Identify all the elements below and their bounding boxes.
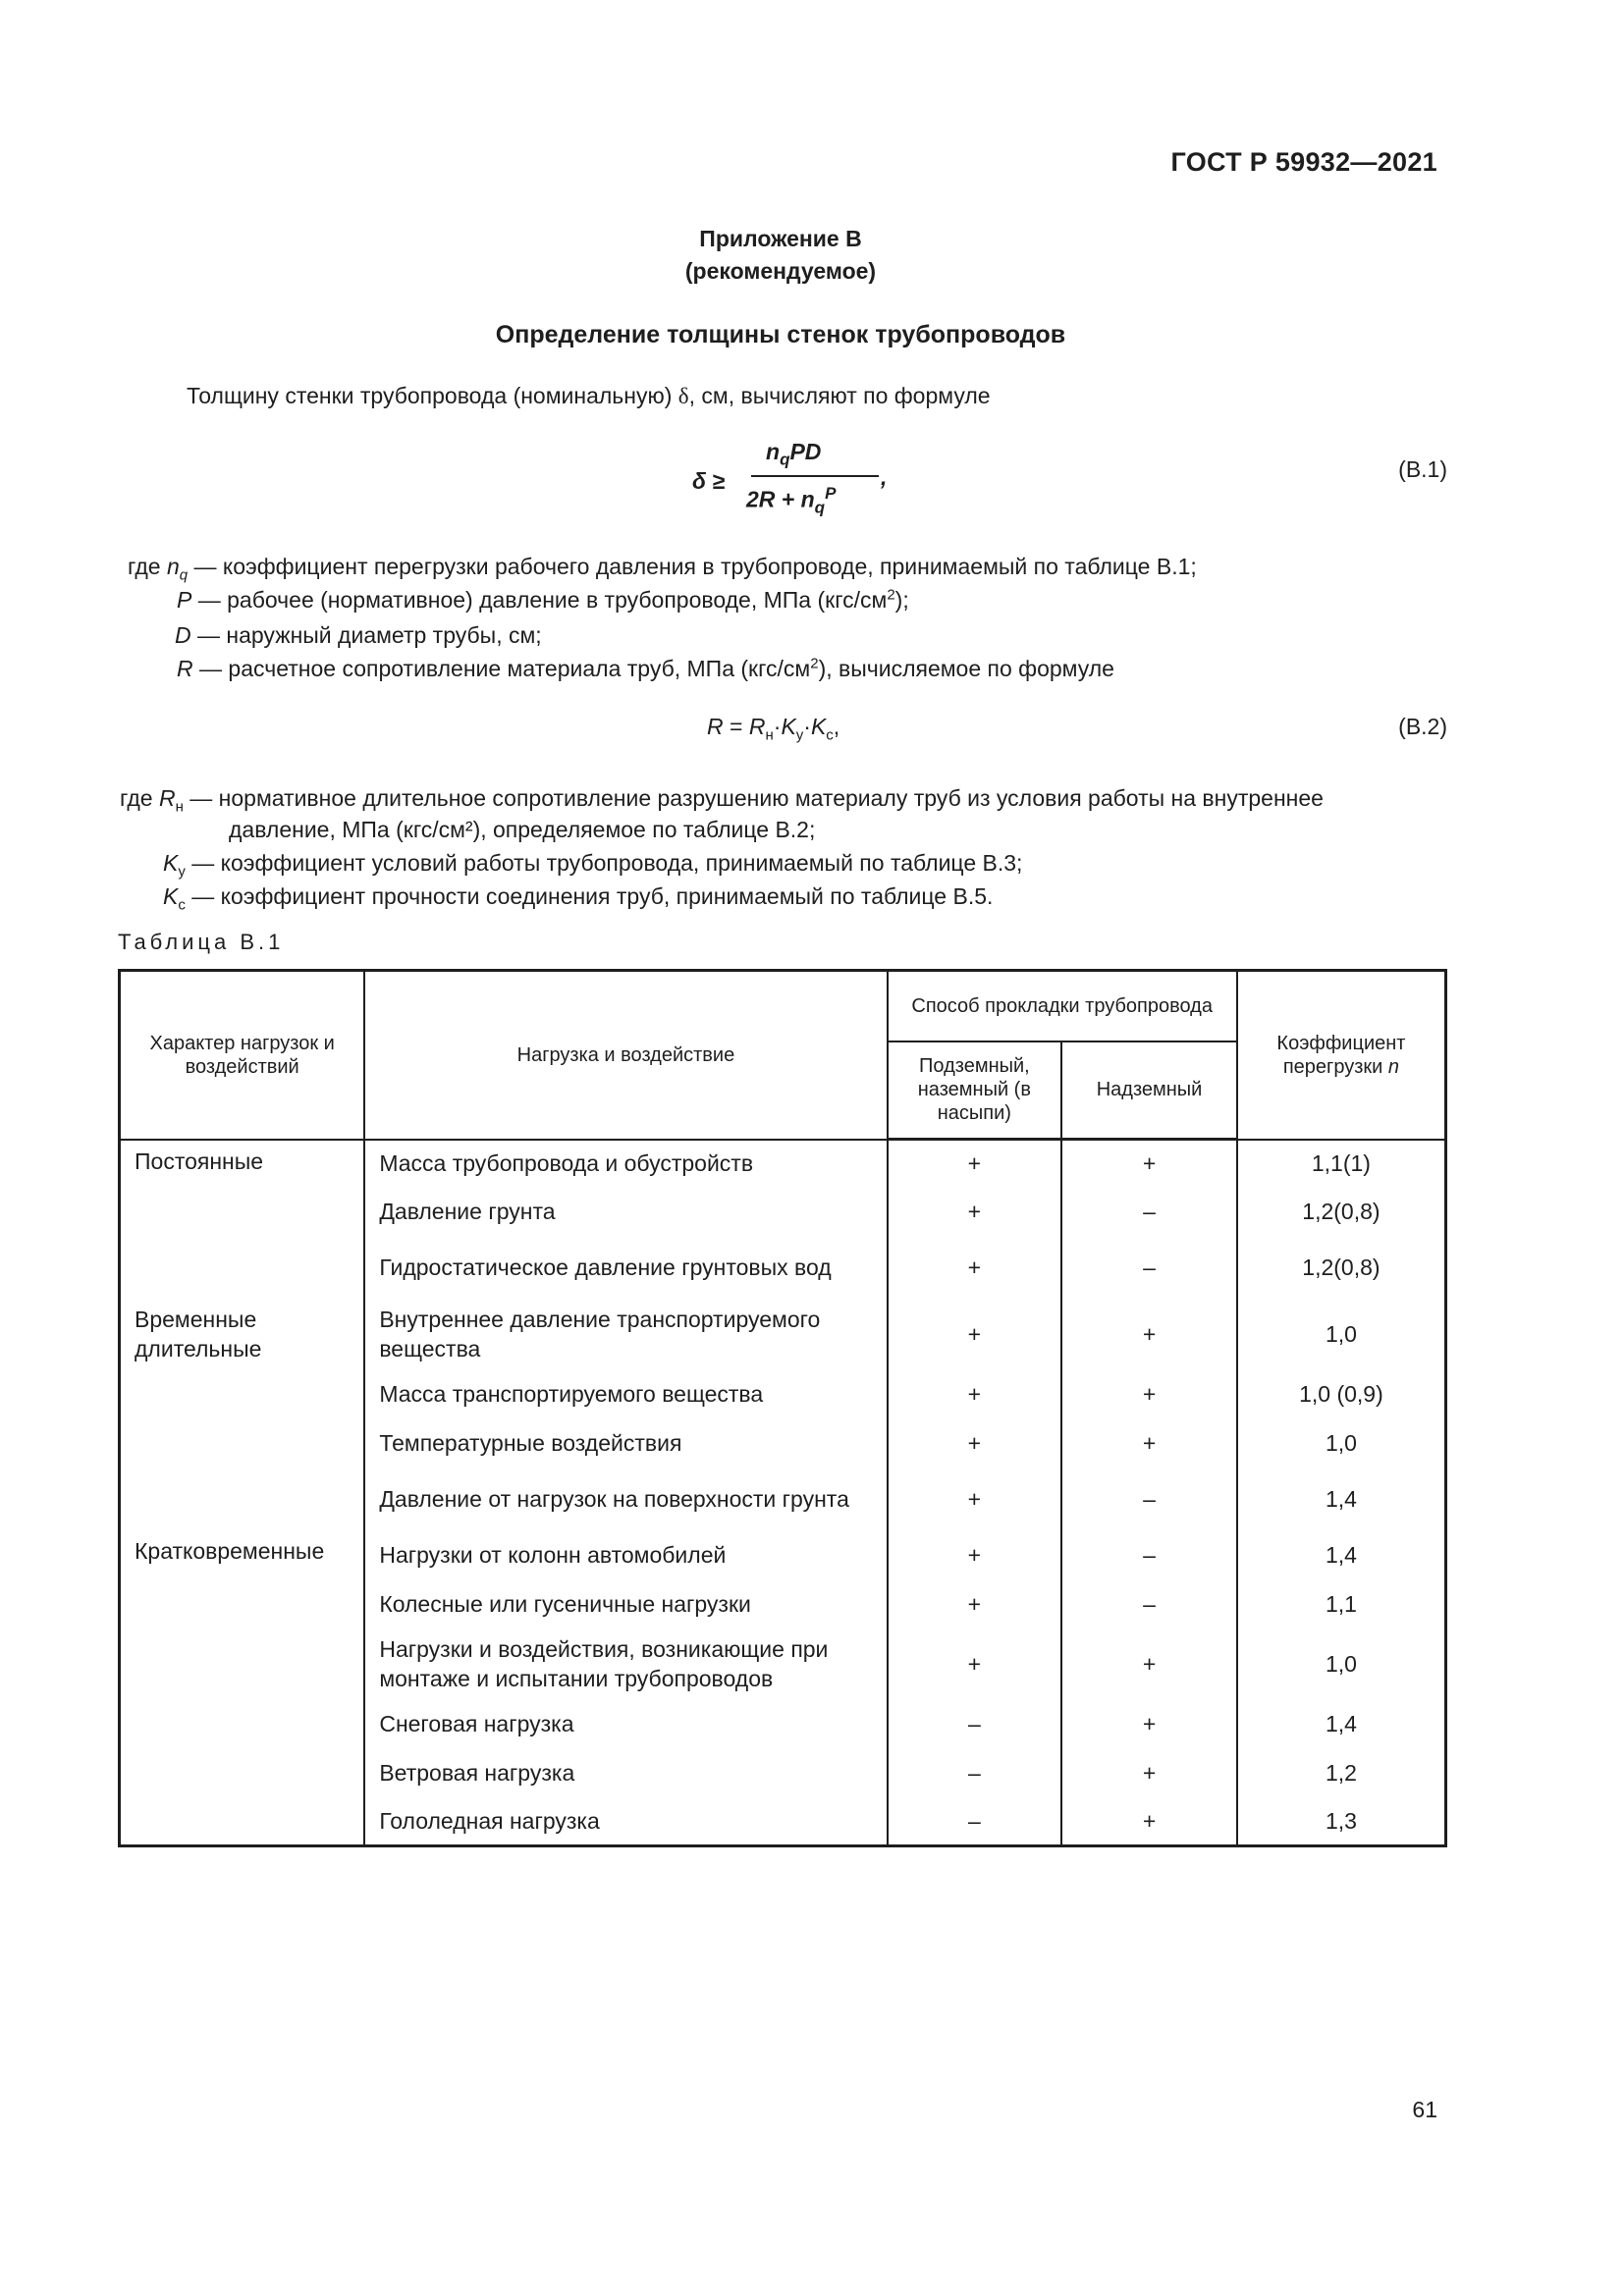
def-rn-continuation: давление, МПа (кгс/см²), определяемое по таблице В.2; bbox=[229, 817, 816, 842]
cell-aboveground: + bbox=[1061, 1797, 1237, 1846]
cell-underground: + bbox=[888, 1299, 1062, 1369]
table-body bbox=[120, 1140, 1446, 1846]
cell-coefficient: 1,0 bbox=[1237, 1299, 1446, 1369]
cell-aboveground: – bbox=[1061, 1187, 1237, 1236]
cell-coefficient: 1,2(0,8) bbox=[1237, 1187, 1446, 1236]
equation-number-b2: (В.2) bbox=[1398, 714, 1447, 739]
cell-load: Масса транспортируемого вещества bbox=[364, 1369, 887, 1418]
cell-underground: + bbox=[888, 1579, 1062, 1629]
cell-category: Временные длительные bbox=[120, 1299, 365, 1369]
header-aboveground: Надземный bbox=[1061, 1041, 1237, 1140]
formula-b1 bbox=[692, 439, 908, 527]
table-label: Таблица В.1 bbox=[118, 930, 285, 954]
cell-coefficient: 1,0 bbox=[1237, 1418, 1446, 1468]
cell-coefficient: 1,2 bbox=[1237, 1748, 1446, 1797]
header-underground: Подземный, наземный (в насыпи) bbox=[888, 1041, 1062, 1140]
cell-category bbox=[120, 1699, 365, 1748]
intro-text-before: Толщину стенки трубопровода (номинальную) bbox=[187, 383, 678, 408]
cell-aboveground: + bbox=[1061, 1748, 1237, 1797]
cell-load: Ветровая нагрузка bbox=[364, 1748, 887, 1797]
cell-load: Температурные воздействия bbox=[364, 1418, 887, 1468]
cell-aboveground: – bbox=[1061, 1236, 1237, 1299]
page-number: 61 bbox=[1412, 2097, 1437, 2122]
cell-coefficient: 1,1(1) bbox=[1237, 1140, 1446, 1187]
cell-category bbox=[120, 1187, 365, 1236]
cell-category bbox=[120, 1579, 365, 1629]
header-nature: Характер нагрузок и воздействий bbox=[120, 971, 365, 1140]
cell-underground: + bbox=[888, 1236, 1062, 1299]
table-row bbox=[120, 1579, 1446, 1629]
cell-coefficient: 1,4 bbox=[1237, 1699, 1446, 1748]
cell-underground: – bbox=[888, 1797, 1062, 1846]
header-load: Нагрузка и воздействие bbox=[364, 971, 887, 1140]
cell-category bbox=[120, 1797, 365, 1846]
cell-aboveground: + bbox=[1061, 1418, 1237, 1468]
intro-text-after: , см, вычисляют по формуле bbox=[688, 383, 991, 408]
cell-aboveground: + bbox=[1061, 1699, 1237, 1748]
cell-underground: + bbox=[888, 1629, 1062, 1699]
cell-category bbox=[120, 1468, 365, 1530]
document-code: ГОСТ Р 59932—2021 bbox=[1170, 147, 1437, 177]
table-row bbox=[120, 1797, 1446, 1846]
cell-aboveground: + bbox=[1061, 1140, 1237, 1187]
delta-symbol: δ bbox=[677, 384, 689, 408]
cell-category: Кратковременные bbox=[120, 1530, 365, 1579]
annex-subtitle: (рекомендуемое) bbox=[684, 258, 877, 284]
cell-load: Внутреннее давление транспортируемого вещества bbox=[364, 1299, 887, 1369]
header-method: Способ прокладки трубопровода bbox=[888, 971, 1237, 1041]
cell-underground: + bbox=[888, 1418, 1062, 1468]
cell-coefficient: 1,1 bbox=[1237, 1579, 1446, 1629]
cell-underground: + bbox=[888, 1187, 1062, 1236]
cell-category bbox=[120, 1369, 365, 1418]
cell-underground: – bbox=[888, 1748, 1062, 1797]
def-ky: $K_у$ — коэффициент условий работы трубопровода, принимаемый по таблице В.3; bbox=[163, 850, 1023, 881]
cell-load: Масса трубопровода и обустройств bbox=[364, 1140, 887, 1187]
formula-lhs: δ ≥ bbox=[692, 468, 726, 494]
cell-load: Давление от нагрузок на поверхности грунта bbox=[364, 1468, 887, 1530]
def-nq: где $n_q$ — коэффициент перегрузки рабочего давления в трубопроводе, принимаемый по таблице В.1; bbox=[128, 554, 1197, 584]
cell-underground: + bbox=[888, 1140, 1062, 1187]
table-row bbox=[120, 1418, 1446, 1468]
cell-aboveground: + bbox=[1061, 1299, 1237, 1369]
table-row bbox=[120, 1699, 1446, 1748]
cell-category bbox=[120, 1418, 365, 1468]
cell-underground: – bbox=[888, 1699, 1062, 1748]
table-row bbox=[120, 1629, 1446, 1699]
formula-comma: , bbox=[881, 464, 888, 490]
cell-load: Давление грунта bbox=[364, 1187, 887, 1236]
cell-load: Снеговая нагрузка bbox=[364, 1699, 887, 1748]
cell-coefficient: 1,3 bbox=[1237, 1797, 1446, 1846]
cell-aboveground: – bbox=[1061, 1530, 1237, 1579]
formula-numerator: $n_qPD$ bbox=[766, 439, 822, 469]
cell-aboveground: + bbox=[1061, 1629, 1237, 1699]
formula-b2: $R = R_н\cdot K_у\cdot K_с$, bbox=[707, 714, 840, 744]
def-kc: $K_с$ — коэффициент прочности соединения труб, принимаемый по таблице В.5. bbox=[163, 883, 994, 914]
cell-underground: + bbox=[888, 1530, 1062, 1579]
annex-title: Приложение В bbox=[699, 226, 862, 251]
cell-underground: + bbox=[888, 1468, 1062, 1530]
cell-coefficient: 1,4 bbox=[1237, 1530, 1446, 1579]
cell-load: Гололедная нагрузка bbox=[364, 1797, 887, 1846]
cell-underground: + bbox=[888, 1369, 1062, 1418]
def-r: R — расчетное сопротивление материала труб, МПа $(кгс/см^2)$, вычисляемое по формуле bbox=[177, 655, 1114, 681]
cell-load: Нагрузки и воздействия, возникающие при монтаже и испытании трубопроводов bbox=[364, 1629, 887, 1699]
cell-load: Гидростатическое давление грунтовых вод bbox=[364, 1236, 887, 1299]
section-title: Определение толщины стенок трубопроводов bbox=[495, 321, 1066, 348]
table-row bbox=[120, 1299, 1446, 1369]
equation-number-b1: (В.1) bbox=[1398, 456, 1447, 482]
def-rn: где $R_н$ — нормативное длительное сопротивление разрушению материалу труб из условия работы на внутреннее bbox=[120, 785, 1324, 816]
intro-paragraph bbox=[187, 383, 991, 409]
cell-coefficient: 1,0 bbox=[1237, 1629, 1446, 1699]
def-d: D — наружный диаметр трубы, см; bbox=[175, 622, 542, 648]
cell-coefficient: 1,0 (0,9) bbox=[1237, 1369, 1446, 1418]
cell-category bbox=[120, 1629, 365, 1699]
overload-coefficients-table bbox=[118, 969, 1447, 1847]
fraction-bar bbox=[751, 475, 879, 477]
cell-aboveground: – bbox=[1061, 1468, 1237, 1530]
cell-coefficient: 1,4 bbox=[1237, 1468, 1446, 1530]
cell-coefficient: 1,2(0,8) bbox=[1237, 1236, 1446, 1299]
cell-load: Нагрузки от колонн автомобилей bbox=[364, 1530, 887, 1579]
cell-aboveground: – bbox=[1061, 1579, 1237, 1629]
table-row bbox=[120, 1140, 1446, 1187]
table-row bbox=[120, 1748, 1446, 1797]
table-row bbox=[120, 1468, 1446, 1530]
cell-aboveground: + bbox=[1061, 1369, 1237, 1418]
table-row bbox=[120, 1236, 1446, 1299]
table-row bbox=[120, 1530, 1446, 1579]
header-coef: Коэффициент перегрузки n bbox=[1237, 971, 1446, 1140]
cell-category bbox=[120, 1748, 365, 1797]
cell-category bbox=[120, 1236, 365, 1299]
formula-denominator: $2R + n_q^P$ bbox=[746, 484, 837, 517]
table-row bbox=[120, 1369, 1446, 1418]
cell-category: Постоянные bbox=[120, 1140, 365, 1187]
cell-load: Колесные или гусеничные нагрузки bbox=[364, 1579, 887, 1629]
table-row bbox=[120, 1187, 1446, 1236]
def-p: P — рабочее (нормативное) давление в трубопроводе, МПа $(кгс/см^2)$; bbox=[177, 586, 909, 613]
